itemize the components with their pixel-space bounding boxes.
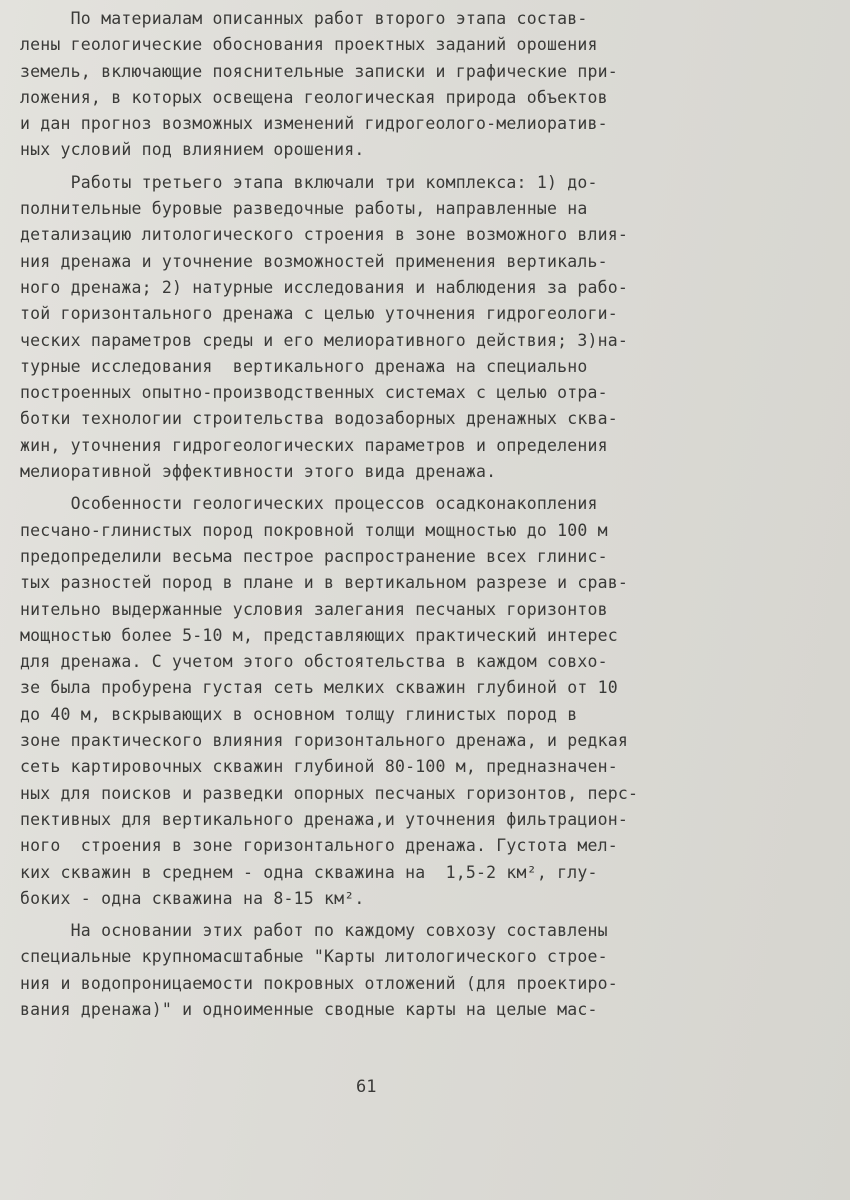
- paragraph: [20, 918, 820, 1023]
- text-line: ных для поисков и разведки опорных песчаных горизонтов, перс-: [20, 783, 639, 803]
- text-line: построенных опытно-производственных системах с целью отра-: [20, 383, 608, 403]
- page-number: 61: [356, 1077, 377, 1097]
- text-line: Особенности геологических процессов осадконакопления: [20, 494, 598, 514]
- text-line: песчано-глинистых пород покровной толщи мощностью до 100 м: [20, 520, 608, 540]
- text-line: ного дренажа; 2) натурные исследования и наблюдения за рабо-: [20, 277, 629, 297]
- text-line: пективных для вертикального дренажа,и уточнения фильтрацион-: [20, 809, 629, 829]
- text-line: земель, включающие пояснительные записки и графические при-: [20, 61, 618, 81]
- text-line: турные исследования вертикального дренажа на специально: [20, 356, 588, 376]
- text-line: На основании этих работ по каждому совхозу составлены: [20, 921, 608, 941]
- text-line: ложения, в которых освещена геологическая природа объектов: [20, 87, 608, 107]
- text-line: вания дренажа)" и одноименные сводные карты на целые мас-: [20, 999, 598, 1019]
- text-line: сеть картировочных скважин глубиной 80-100 м, предназначен-: [20, 757, 618, 777]
- paragraph: [20, 491, 820, 912]
- text-line: и дан прогноз возможных изменений гидрогеолого-мелиоратив-: [20, 114, 608, 134]
- text-line: зоне практического влияния горизонтального дренажа, и редкая: [20, 731, 629, 751]
- text-line: той горизонтального дренажа с целью уточнения гидрогеологи-: [20, 304, 618, 324]
- text-line: предопределили весьма пестрое распространение всех глинис-: [20, 546, 608, 566]
- text-line: полнительные буровые разведочные работы, направленные на: [20, 199, 588, 219]
- text-line: По материалам описанных работ второго этапа состав-: [20, 9, 588, 28]
- text-line: ния и водопроницаемости покровных отложений (для проектиро-: [20, 973, 618, 993]
- text-line: зе была пробурена густая сеть мелких скважин глубиной от 10: [20, 678, 618, 698]
- text-line: ния дренажа и уточнение возможностей применения вертикаль-: [20, 251, 608, 271]
- text-line: ного строения в зоне горизонтального дренажа. Густота мел-: [20, 836, 618, 856]
- text-line: ботки технологии строительства водозаборных дренажных сква-: [20, 409, 618, 429]
- text-line: ких скважин в среднем - одна скважина на 1,5-2 км², глу-: [20, 862, 598, 882]
- text-line: мощностью более 5-10 м, представляющих практический интерес: [20, 625, 618, 645]
- paragraph: [20, 6, 820, 164]
- text-line: ческих параметров среды и его мелиоративного действия; 3)на-: [20, 330, 629, 350]
- text-line: до 40 м, вскрывающих в основном толщу глинистых пород в: [20, 704, 578, 724]
- text-line: боких - одна скважина на 8-15 км².: [20, 888, 365, 908]
- paragraph: [20, 170, 820, 486]
- text-line: мелиоративной эффективности этого вида дренажа.: [20, 462, 497, 482]
- body-text: [20, 6, 820, 1023]
- text-line: Работы третьего этапа включали три комплекса: 1) до-: [20, 172, 598, 192]
- text-line: нительно выдержанные условия залегания песчаных горизонтов: [20, 599, 608, 619]
- text-line: специальные крупномасштабные "Карты литологического строе-: [20, 947, 608, 967]
- text-line: детализацию литологического строения в зоне возможного влия-: [20, 225, 629, 245]
- text-line: лены геологические обоснования проектных заданий орошения: [20, 35, 598, 55]
- text-line: жин, уточнения гидрогеологических параметров и определения: [20, 435, 608, 455]
- text-line: тых разностей пород в плане и в вертикальном разрезе и срав-: [20, 573, 629, 593]
- text-line: для дренажа. С учетом этого обстоятельства в каждом совхо-: [20, 652, 608, 672]
- text-line: ных условий под влиянием орошения.: [20, 140, 365, 160]
